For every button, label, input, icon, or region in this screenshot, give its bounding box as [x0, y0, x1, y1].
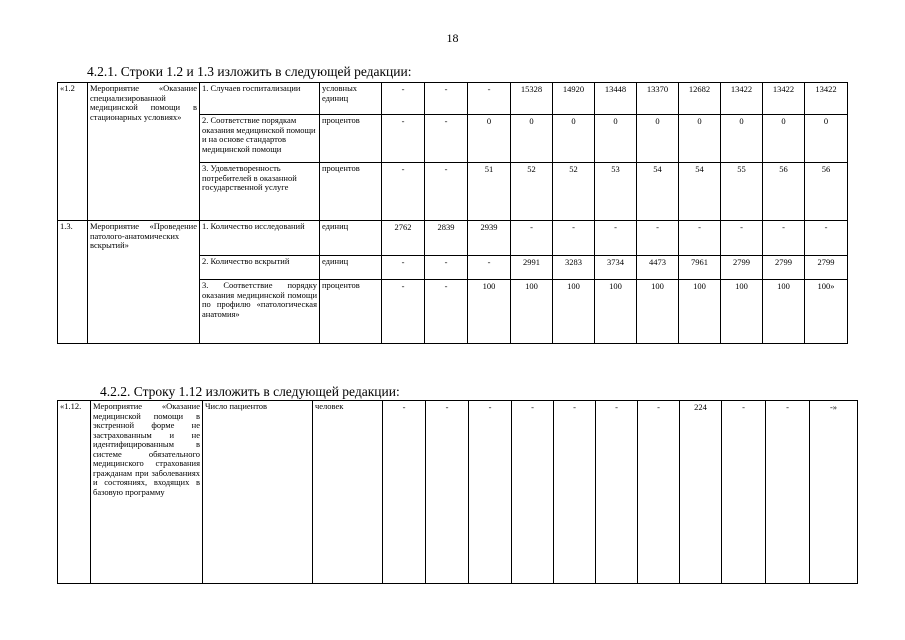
table-row	[58, 221, 848, 256]
value-cell: 13422	[805, 83, 848, 115]
value-cell: 56	[763, 163, 805, 221]
value-cell: -	[595, 221, 637, 256]
value-cell: 0	[679, 115, 721, 163]
section-heading-4-2-2: 4.2.2. Строку 1.12 изложить в следующей редакции:	[100, 384, 400, 399]
value-cell: 54	[637, 163, 679, 221]
value-cell: -	[469, 401, 512, 584]
value-cell: 12682	[679, 83, 721, 115]
value-cell: 224	[680, 401, 722, 584]
value-cell: 2799	[763, 256, 805, 280]
value-cell: -	[425, 115, 468, 163]
indicator-cell: 2. Количество вскрытий	[200, 256, 320, 280]
value-cell: 2799	[805, 256, 848, 280]
value-cell: -	[679, 221, 721, 256]
unit-cell: единиц	[320, 221, 382, 256]
value-cell: -	[382, 115, 425, 163]
value-cell: 100	[595, 280, 637, 344]
value-cell: 100	[511, 280, 553, 344]
value-cell: 0	[763, 115, 805, 163]
value-cell: 2991	[511, 256, 553, 280]
indicator-cell: 1. Количество исследований	[200, 221, 320, 256]
value-cell: -	[638, 401, 680, 584]
value-cell: 0	[637, 115, 679, 163]
value-cell: -	[805, 221, 848, 256]
value-cell: -	[553, 221, 595, 256]
value-cell: 13422	[721, 83, 763, 115]
value-cell: 3734	[595, 256, 637, 280]
value-cell: 54	[679, 163, 721, 221]
value-cell: -	[722, 401, 766, 584]
value-cell: 0	[805, 115, 848, 163]
value-cell: -	[382, 256, 425, 280]
unit-cell: человек	[313, 401, 383, 584]
unit-cell: единиц	[320, 256, 382, 280]
indicator-cell: 3. Удовлетворенность потребителей в оказанной государственной услуге	[200, 163, 320, 221]
section-heading-4-2-1: 4.2.1. Строки 1.2 и 1.3 изложить в следующей редакции:	[87, 64, 412, 79]
value-cell: 51	[468, 163, 511, 221]
value-cell: -	[763, 221, 805, 256]
value-cell: -	[637, 221, 679, 256]
value-cell: -	[425, 83, 468, 115]
value-cell: -	[468, 256, 511, 280]
value-cell: -	[766, 401, 810, 584]
value-cell: -	[554, 401, 596, 584]
value-cell: 100»	[805, 280, 848, 344]
value-cell: 2799	[721, 256, 763, 280]
indicator-cell: Число пациентов	[203, 401, 313, 584]
value-cell: 56	[805, 163, 848, 221]
value-cell: 0	[511, 115, 553, 163]
value-cell: -	[425, 280, 468, 344]
value-cell: 0	[595, 115, 637, 163]
value-cell: 14920	[553, 83, 595, 115]
row-number-cell: «1.12.	[58, 401, 91, 584]
value-cell: -	[511, 221, 553, 256]
value-cell: 0	[721, 115, 763, 163]
value-cell: -	[425, 256, 468, 280]
value-cell: 100	[679, 280, 721, 344]
value-cell: 0	[468, 115, 511, 163]
indicators-table-row-1-12	[57, 400, 858, 584]
measure-cell: Мероприятие «Проведение патолого-анатомических вскрытий»	[88, 221, 200, 344]
value-cell: 52	[553, 163, 595, 221]
unit-cell: процентов	[320, 115, 382, 163]
value-cell: -	[382, 163, 425, 221]
row-number-cell: 1.3.	[58, 221, 88, 344]
value-cell: 15328	[511, 83, 553, 115]
unit-cell: процентов	[320, 163, 382, 221]
measure-cell: Мероприятие «Оказание специализированной медицинской помощи в стационарных условиях»	[88, 83, 200, 221]
value-cell: -	[468, 83, 511, 115]
value-cell: 100	[553, 280, 595, 344]
value-cell: 100	[637, 280, 679, 344]
value-cell: 2939	[468, 221, 511, 256]
row-number-cell: «1.2	[58, 83, 88, 221]
value-cell: 13370	[637, 83, 679, 115]
value-cell: 2762	[382, 221, 425, 256]
value-cell: 2839	[425, 221, 468, 256]
value-cell: 0	[553, 115, 595, 163]
value-cell: 100	[763, 280, 805, 344]
value-cell: 4473	[637, 256, 679, 280]
measure-cell: Мероприятие «Оказание медицинской помощи в экстренной форме не застрахованным и не идентифицированным в системе обязательного медицинского страхования гражданам при заболеваниях и состояниях, входящих в базовую программу	[91, 401, 203, 584]
indicator-cell: 2. Соответствие порядкам оказания медицинской помощи и на основе стандартов медицинской помощи	[200, 115, 320, 163]
value-cell: 13422	[763, 83, 805, 115]
value-cell: -	[382, 280, 425, 344]
value-cell: 52	[511, 163, 553, 221]
value-cell: -	[426, 401, 469, 584]
value-cell: -	[512, 401, 554, 584]
value-cell: 7961	[679, 256, 721, 280]
table-row	[58, 83, 848, 115]
value-cell: 100	[721, 280, 763, 344]
value-cell: 13448	[595, 83, 637, 115]
unit-cell: процентов	[320, 280, 382, 344]
value-cell: -	[596, 401, 638, 584]
indicators-table-rows-1-2-1-3	[57, 82, 848, 344]
value-cell: -»	[810, 401, 858, 584]
value-cell: -	[721, 221, 763, 256]
value-cell: 100	[468, 280, 511, 344]
value-cell: 55	[721, 163, 763, 221]
table-row	[58, 401, 858, 584]
indicator-cell: 1. Случаев госпитализации	[200, 83, 320, 115]
value-cell: 53	[595, 163, 637, 221]
indicator-cell: 3. Соответствие порядку оказания медицинской помощи по профилю «патологическая анатомия»	[200, 280, 320, 344]
value-cell: -	[383, 401, 426, 584]
unit-cell: условных единиц	[320, 83, 382, 115]
value-cell: -	[382, 83, 425, 115]
value-cell: 3283	[553, 256, 595, 280]
value-cell: -	[425, 163, 468, 221]
page-number: 18	[446, 31, 459, 45]
